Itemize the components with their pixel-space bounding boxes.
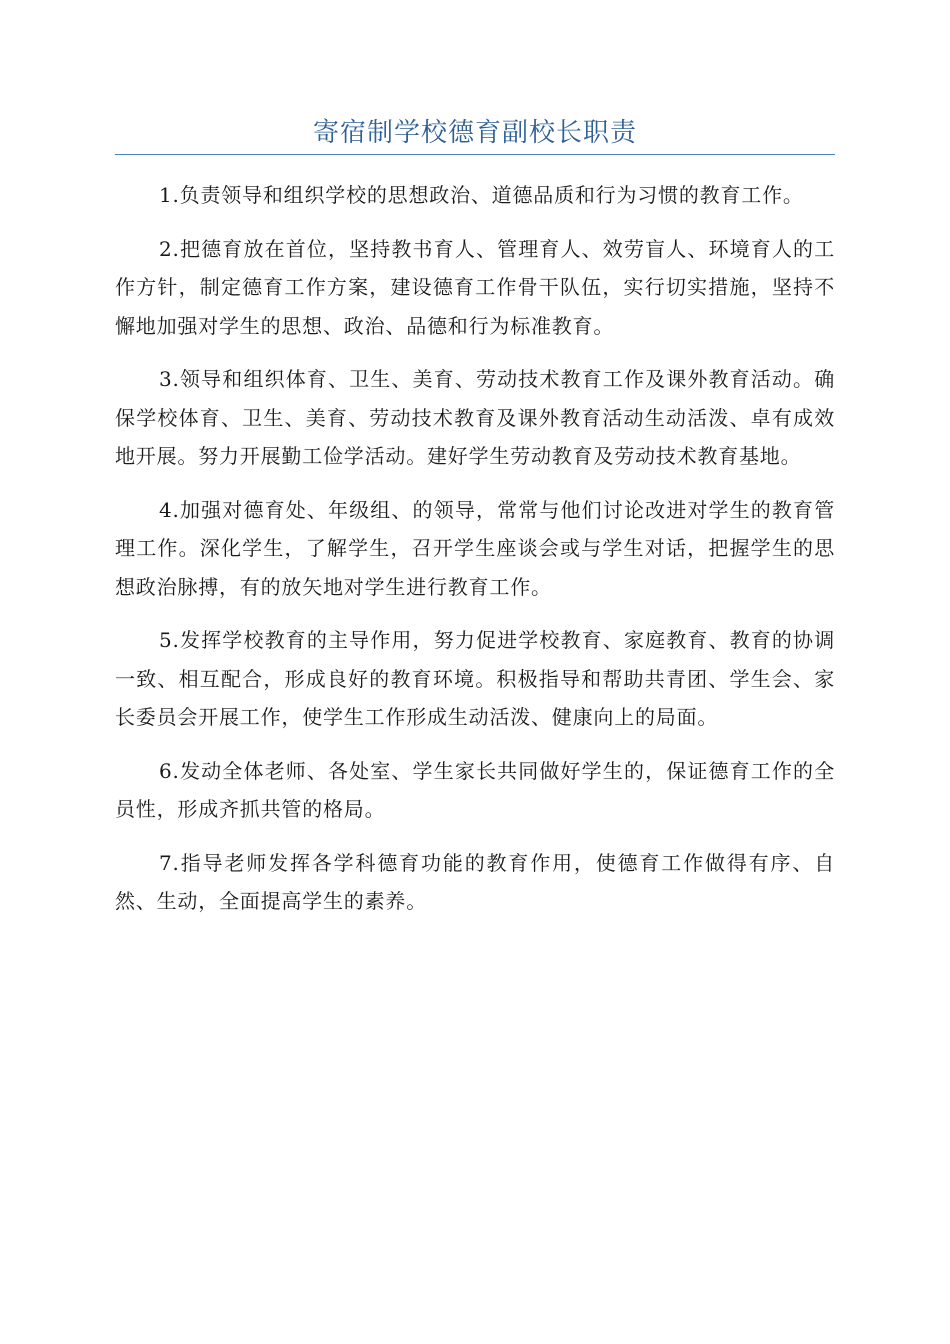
paragraph-6: 6.发动全体老师、各处室、学生家长共同做好学生的，保证德育工作的全员性，形成齐抓共管的格局。 — [115, 758, 835, 821]
title-underline — [115, 154, 835, 155]
paragraph-4: 4.加强对德育处、年级组、的领导，常常与他们讨论改进对学生的教育管理工作。深化学生，了解学生，召开学生座谈会或与学生对话，把握学生的思想政治脉搏，有的放矢地对学生进行教育工作。 — [115, 497, 835, 599]
paragraph-1: 1.负责领导和组织学校的思想政治、道德品质和行为习惯的教育工作。 — [159, 183, 804, 207]
document-body — [115, 176, 835, 936]
paragraph-2: 2.把德育放在首位，坚持教书育人、管理育人、效劳盲人、环境育人的工作方针，制定德育工作方案，建设德育工作骨干队伍，实行切实措施，坚持不懈地加强对学生的思想、政治、品德和行为标准教育。 — [115, 236, 835, 338]
paragraph-7: 7.指导老师发挥各学科德育功能的教育作用，使德育工作做得有序、自然、生动，全面提高学生的素养。 — [115, 850, 835, 913]
paragraph-5: 5.发挥学校教育的主导作用，努力促进学校教育、家庭教育、教育的协调一致、相互配合，形成良好的教育环境。积极指导和帮助共青团、学生会、家长委员会开展工作，使学生工作形成生动活泼、健康向上的局面。 — [115, 628, 835, 729]
document-title: 寄宿制学校德育副校长职责 — [312, 118, 637, 148]
paragraph-3: 3.领导和组织体育、卫生、美育、劳动技术教育工作及课外教育活动。确保学校体育、卫生、美育、劳动技术教育及课外教育活动生动活泼、卓有成效地开展。努力开展勤工俭学活动。建好学生劳动教育及劳动技术教育基地。 — [115, 367, 835, 468]
